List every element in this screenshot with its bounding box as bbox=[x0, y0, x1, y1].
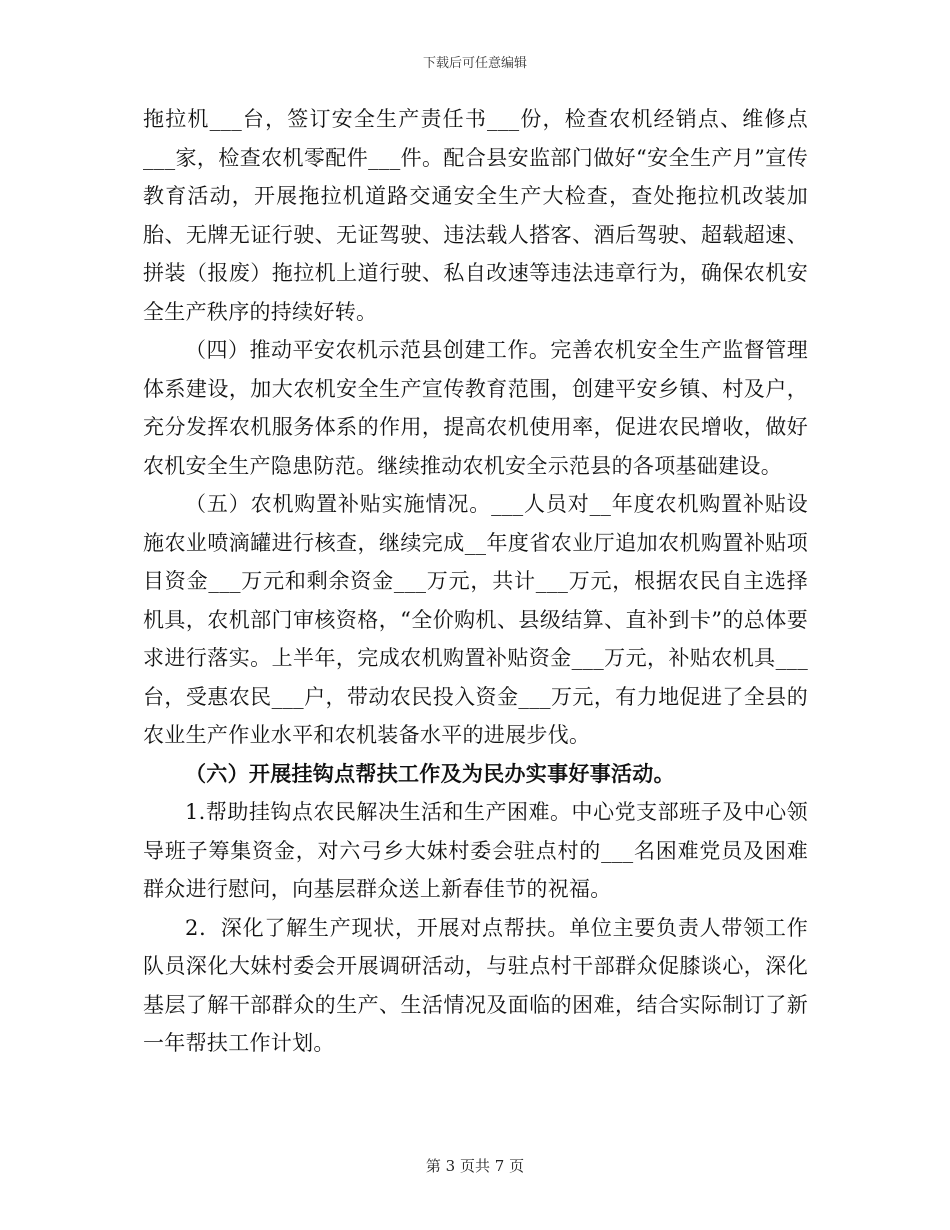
paragraph-item-one: 1.帮助挂钩点农民解决生活和生产困难。中心党支部班子及中心领导班子筹集资金，对六弓乡大妹村委会驻点村的___名困难党员及困难群众进行慰问，向基层群众送上新春佳节的祝福。 bbox=[143, 800, 808, 901]
page-number-footer: 第 3 页共 7 页 bbox=[425, 1157, 525, 1175]
paragraph-section-five: （五）农机购置补贴实施情况。___人员对__年度农机购置补贴设施农业喷滴罐进行核查，继续完成__年度省农业厅追加农机购置补贴项目资金___万元和剩余资金___万元，共计___万元，根据农民自主选择机具，农机部门审核资格，“全价购机、县级结算、直补到卡”的总体要求进行落实。上半年，完成农机购置补贴资金___万元，补贴农机具___台，受惠农民___户，带动农民投入资金___万元，有力地促进了全县的农业生产作业水平和农机装备水平的进展步伐。 bbox=[143, 492, 808, 747]
page-header: 下载后可任意编辑 bbox=[422, 56, 527, 71]
paragraph-item-two: 2．深化了解生产现状，开展对点帮扶。单位主要负责人带领工作队员深化大妹村委会开展调研活动，与驻点村干部群众促膝谈心，深化基层了解干部群众的生产、生活情况及面临的困难，结合实际制订了新一年帮扶工作计划。 bbox=[143, 915, 808, 1055]
paragraph-tractor-safety: 拖拉机___台，签订安全生产责任书___份，检查农机经销点、维修点___家，检查农机零配件___件。配合县安监部门做好“安全生产月”宣传教育活动，开展拖拉机道路交通安全生产大检查，查处拖拉机改装加胎、无牌无证行驶、无证驾驶、违法载人搭客、酒后驾驶、超载超速、拼装（报废）拖拉机上道行驶、私自改速等违法违章行为，确保农机安全生产秩序的持续好转。 bbox=[143, 107, 809, 324]
document-body bbox=[143, 100, 808, 1063]
section-six-heading: （六）开展挂钩点帮扶工作及为民办实事好事活动。 bbox=[185, 760, 675, 786]
paragraph-section-four: （四）推动平安农机示范县创建工作。完善农机安全生产监督管理体系建设，加大农机安全生产宣传教育范围，创建平安乡镇、村及户，充分发挥农机服务体系的作用，提高农机使用率，促进农民增收，做好农机安全生产隐患防范。继续推动农机安全示范县的各项基础建设。 bbox=[143, 338, 808, 478]
